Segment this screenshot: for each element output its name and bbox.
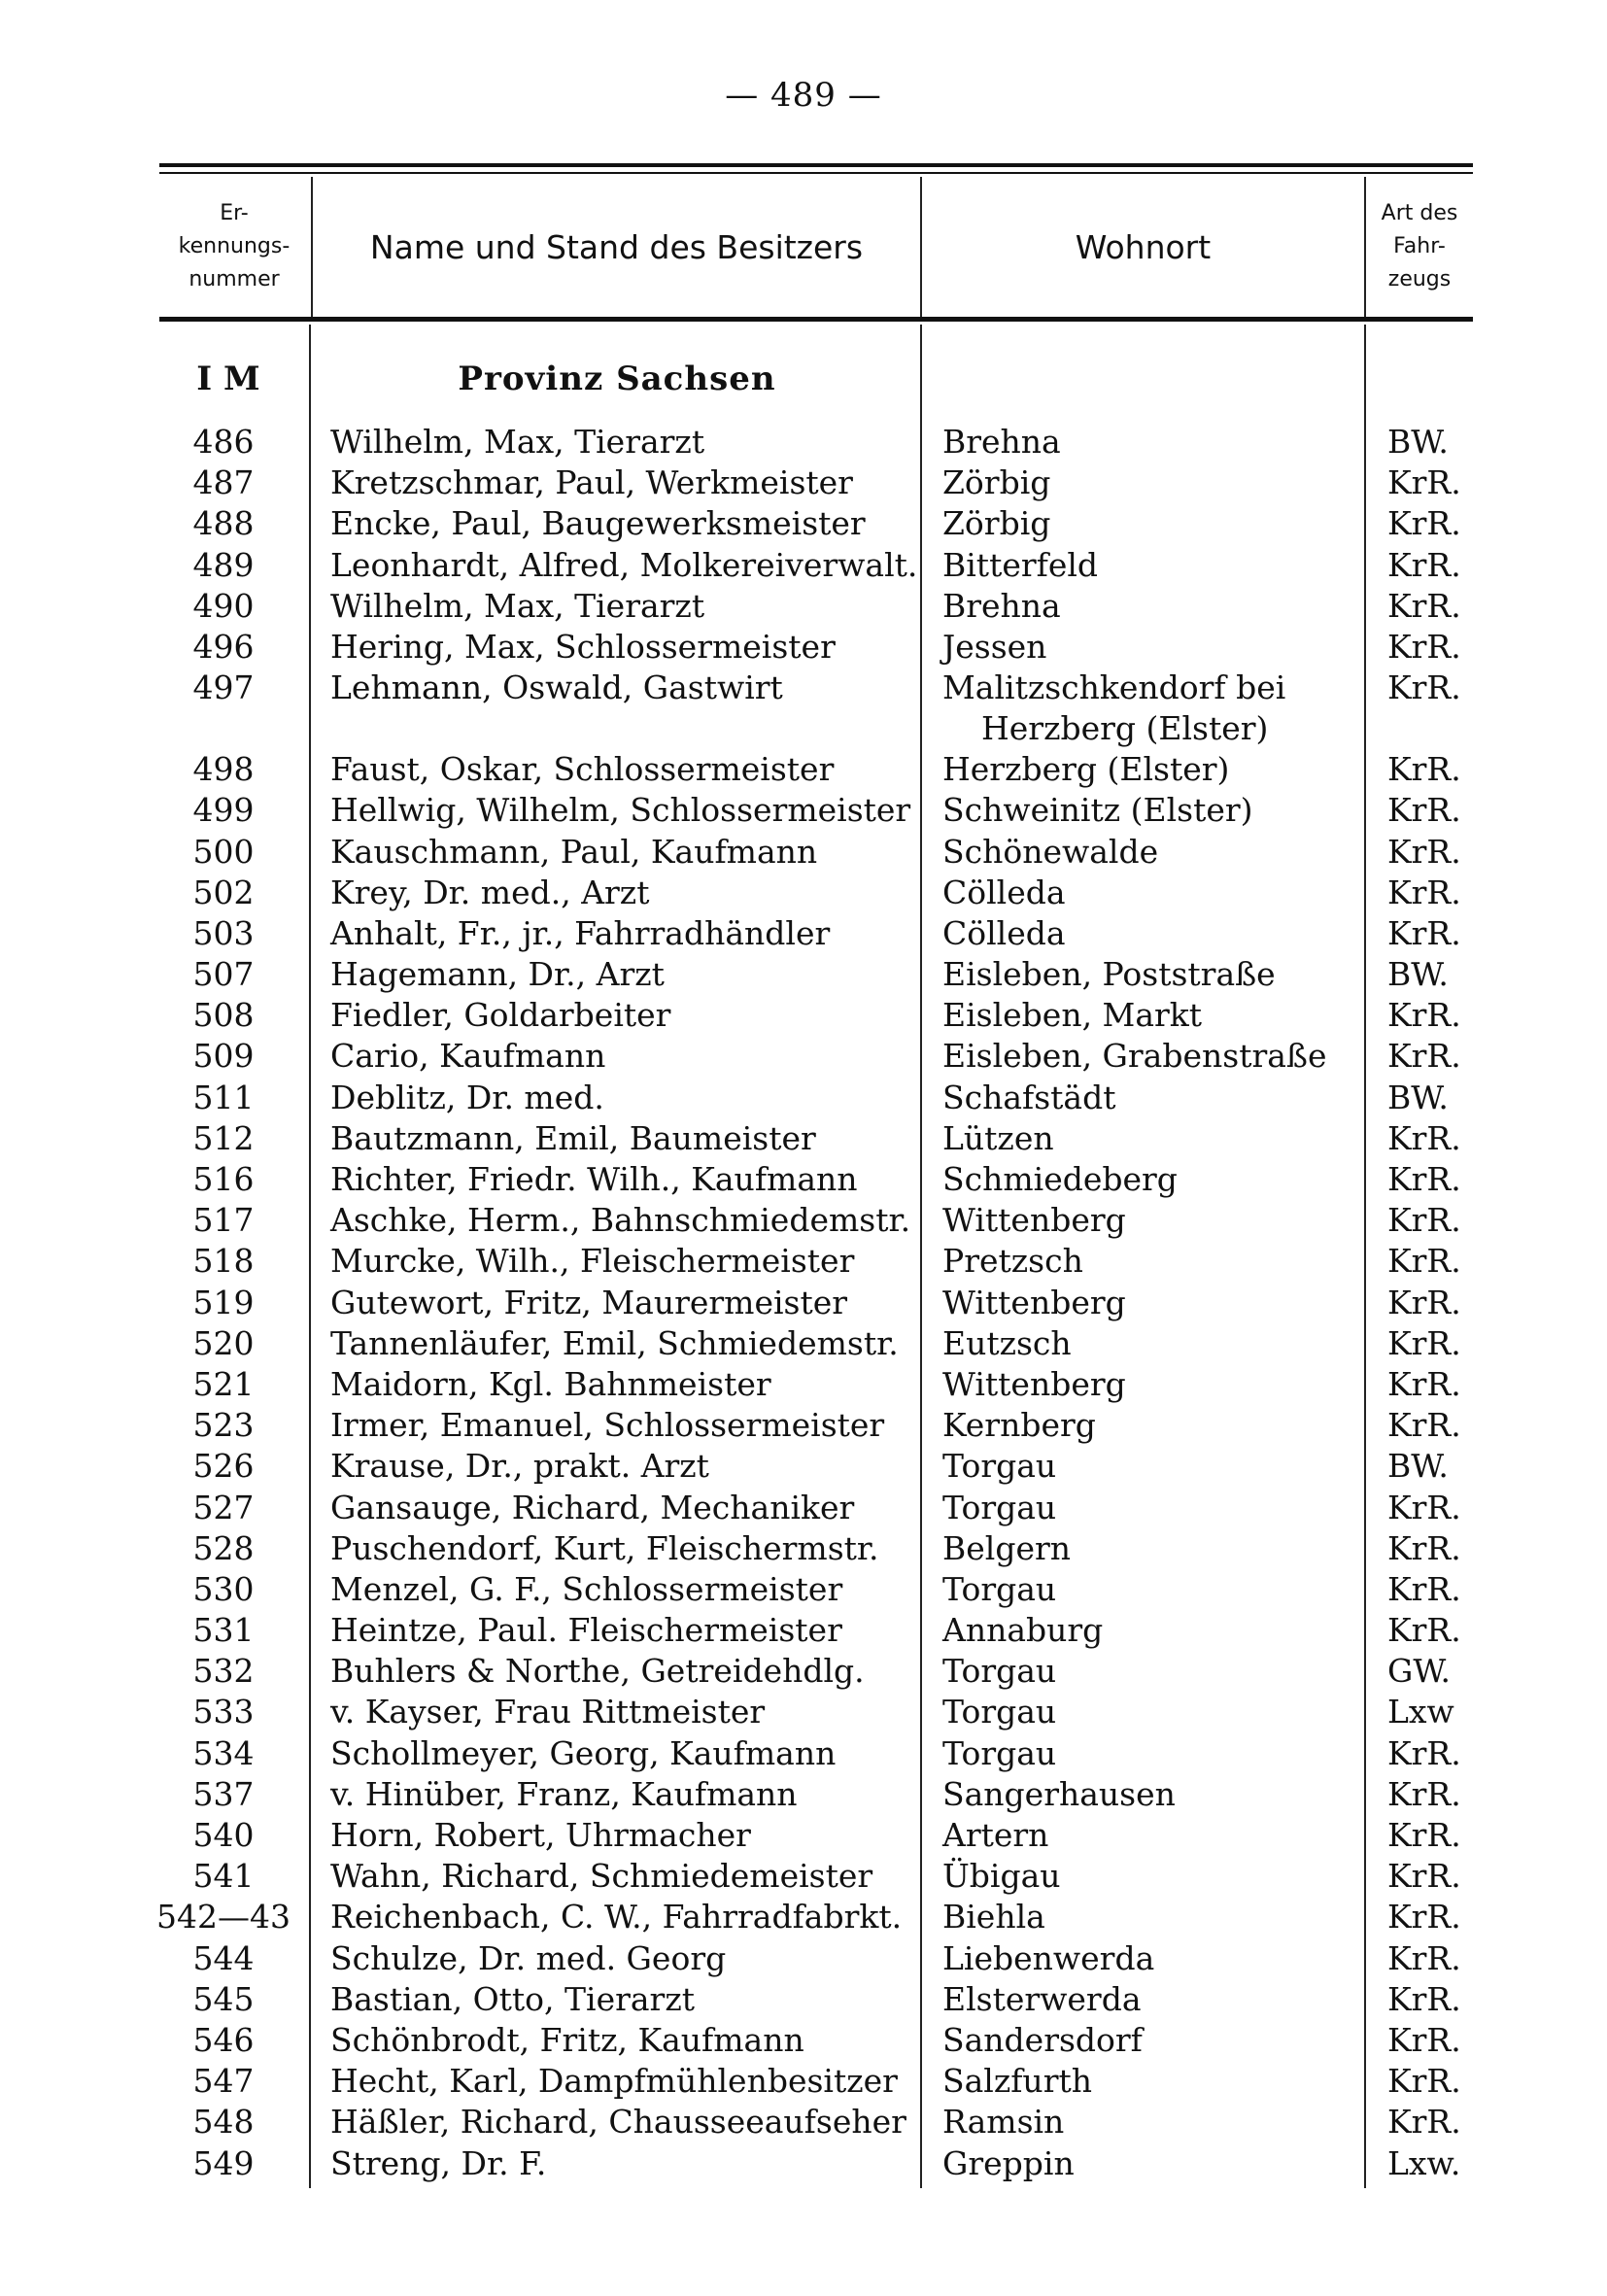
residence xyxy=(942,1856,1351,1897)
registration-number: 542—43 xyxy=(156,1898,291,1936)
table-row xyxy=(0,790,1607,831)
registration-number: 534 xyxy=(192,1733,255,1772)
vehicle-type: KrR. xyxy=(1387,1283,1461,1321)
table-row xyxy=(0,1774,1607,1815)
owner-name: Lehmann, Oswald, Gastwirt xyxy=(330,668,783,707)
residence xyxy=(942,422,1351,463)
table-row xyxy=(0,913,1607,954)
owner-name: v. Kayser, Frau Rittmeister xyxy=(330,1693,766,1731)
owner-name: Reichenbach, C. W., Fahrradfabrkt. xyxy=(330,1898,903,1936)
residence xyxy=(942,1283,1351,1323)
residence-line: Eisleben, Grabenstraße xyxy=(942,1037,1327,1076)
registration-number: 498 xyxy=(192,750,255,789)
owner-name: Häßler, Richard, Chausseeaufseher xyxy=(330,2103,906,2142)
owner-name: Faust, Oskar, Schlossermeister xyxy=(330,750,835,789)
registration-number: 521 xyxy=(192,1364,255,1403)
registration-number: 517 xyxy=(192,1201,255,1240)
vehicle-type: KrR. xyxy=(1387,1938,1461,1977)
residence xyxy=(942,1651,1351,1692)
residence xyxy=(942,1078,1351,1118)
residence-line: Torgau xyxy=(942,1569,1057,1608)
residence xyxy=(942,995,1351,1036)
vehicle-type: KrR. xyxy=(1387,1979,1461,2018)
registration-number: 523 xyxy=(192,1406,255,1445)
owner-name: Hagemann, Dr., Arzt xyxy=(330,955,665,994)
residence-line: Herzberg (Elster) xyxy=(942,750,1230,789)
residence xyxy=(942,1200,1351,1241)
registration-number: 528 xyxy=(192,1528,255,1567)
table-row xyxy=(0,2102,1607,2142)
registration-number: 502 xyxy=(192,873,255,911)
owner-name: Heintze, Paul. Fleischermeister xyxy=(330,1611,842,1650)
table-row xyxy=(0,1651,1607,1692)
residence-line: Zörbig xyxy=(942,504,1051,543)
residence xyxy=(942,913,1351,954)
registration-number: 487 xyxy=(192,463,255,502)
residence xyxy=(942,668,1351,749)
table-row xyxy=(0,832,1607,873)
registration-number: 512 xyxy=(192,1118,255,1157)
residence xyxy=(942,749,1351,790)
owner-name: Irmer, Emanuel, Schlossermeister xyxy=(330,1406,885,1445)
owner-name: Kretzschmar, Paul, Werkmeister xyxy=(330,463,853,502)
registry-table xyxy=(0,422,1607,2184)
residence xyxy=(942,1528,1351,1569)
owner-name: Gutewort, Fritz, Maurermeister xyxy=(330,1283,848,1321)
table-row xyxy=(0,1569,1607,1610)
header-type: Art des Fahr- zeugs xyxy=(1381,201,1458,291)
table-row xyxy=(0,1446,1607,1487)
registration-number: 496 xyxy=(192,627,255,666)
residence-line: Kernberg xyxy=(942,1406,1096,1445)
residence xyxy=(942,586,1351,627)
vehicle-type: KrR. xyxy=(1387,1816,1461,1854)
top-rule xyxy=(159,163,1473,167)
owner-name: Richter, Friedr. Wilh., Kaufmann xyxy=(330,1160,858,1198)
registration-number: 541 xyxy=(192,1857,255,1896)
owner-name: Leonhardt, Alfred, Molkereiverwalt. xyxy=(330,545,918,584)
owner-name: Bautzmann, Emil, Baumeister xyxy=(330,1118,816,1157)
residence xyxy=(942,954,1351,995)
owner-name: Schönbrodt, Fritz, Kaufmann xyxy=(330,2020,804,2059)
owner-name: Krause, Dr., prakt. Arzt xyxy=(330,1447,709,1486)
table-row xyxy=(0,1364,1607,1405)
vehicle-type: KrR. xyxy=(1387,1406,1461,1445)
vehicle-type: KrR. xyxy=(1387,586,1461,625)
table-row xyxy=(0,1856,1607,1897)
header-place: Wohnort xyxy=(1075,227,1212,266)
vehicle-type: KrR. xyxy=(1387,832,1461,871)
residence xyxy=(942,2020,1351,2061)
vehicle-type: KrR. xyxy=(1387,668,1461,707)
vehicle-type: KrR. xyxy=(1387,1364,1461,1403)
vehicle-type: KrR. xyxy=(1387,2020,1461,2059)
registration-number: 546 xyxy=(192,2020,255,2059)
residence-line: Ramsin xyxy=(942,2103,1065,2142)
registration-number: 518 xyxy=(192,1242,255,1281)
owner-name: Menzel, G. F., Schlossermeister xyxy=(330,1569,843,1608)
vehicle-type: KrR. xyxy=(1387,545,1461,584)
vehicle-type: BW. xyxy=(1387,423,1449,461)
owner-name: Deblitz, Dr. med. xyxy=(330,1078,604,1116)
residence xyxy=(942,1610,1351,1651)
registration-number: 520 xyxy=(192,1323,255,1362)
owner-name: Puschendorf, Kurt, Fleischermstr. xyxy=(330,1528,879,1567)
residence-line-2: Herzberg (Elster) xyxy=(981,709,1269,748)
owner-name: Kauschmann, Paul, Kaufmann xyxy=(330,832,818,871)
residence xyxy=(942,790,1351,831)
vehicle-type: BW. xyxy=(1387,955,1449,994)
owner-name: Buhlers & Northe, Getreidehdlg. xyxy=(330,1652,865,1691)
residence xyxy=(942,1815,1351,1856)
vehicle-type: KrR. xyxy=(1387,2103,1461,2142)
vehicle-type: KrR. xyxy=(1387,996,1461,1035)
residence xyxy=(942,1405,1351,1446)
registration-number: 548 xyxy=(192,2103,255,2142)
table-row xyxy=(0,2061,1607,2102)
owner-name: Encke, Paul, Baugewerksmeister xyxy=(330,504,866,543)
table-row xyxy=(0,545,1607,586)
residence-line: Torgau xyxy=(942,1488,1057,1526)
table-row xyxy=(0,1897,1607,1937)
vehicle-type: BW. xyxy=(1387,1078,1449,1116)
table-row xyxy=(0,873,1607,913)
vehicle-type: KrR. xyxy=(1387,1774,1461,1813)
residence-line: Annaburg xyxy=(942,1611,1104,1650)
table-row xyxy=(0,1938,1607,1979)
residence xyxy=(942,463,1351,503)
residence xyxy=(942,1774,1351,1815)
registration-number: 527 xyxy=(192,1488,255,1526)
vehicle-type: KrR. xyxy=(1387,1323,1461,1362)
residence xyxy=(942,1364,1351,1405)
owner-name: Hellwig, Wilhelm, Schlossermeister xyxy=(330,791,911,830)
residence-line: Biehla xyxy=(942,1898,1045,1936)
table-row xyxy=(0,463,1607,503)
vehicle-type: KrR. xyxy=(1387,1528,1461,1567)
vehicle-type: KrR. xyxy=(1387,463,1461,502)
owner-name: Murcke, Wilh., Fleischermeister xyxy=(330,1242,855,1281)
registration-number: 545 xyxy=(192,1979,255,2018)
registration-number: 500 xyxy=(192,832,255,871)
residence-line: Eisleben, Poststraße xyxy=(942,955,1276,994)
vehicle-type: KrR. xyxy=(1387,750,1461,789)
registration-number: 516 xyxy=(192,1160,255,1198)
owner-name: Schollmeyer, Georg, Kaufmann xyxy=(330,1733,837,1772)
vehicle-type: KrR. xyxy=(1387,1611,1461,1650)
vehicle-type: KrR. xyxy=(1387,1569,1461,1608)
owner-name: Aschke, Herm., Bahnschmiedemstr. xyxy=(330,1201,911,1240)
table-row xyxy=(0,954,1607,995)
residence-line: Salzfurth xyxy=(942,2062,1092,2101)
registration-number: 540 xyxy=(192,1816,255,1854)
residence-line: Greppin xyxy=(942,2143,1075,2182)
residence-line: Eutzsch xyxy=(942,1323,1072,1362)
vehicle-type: KrR. xyxy=(1387,504,1461,543)
residence xyxy=(942,1241,1351,1282)
vehicle-type: KrR. xyxy=(1387,1160,1461,1198)
table-row xyxy=(0,749,1607,790)
owner-name: v. Hinüber, Franz, Kaufmann xyxy=(330,1774,798,1813)
table-row xyxy=(0,1283,1607,1323)
residence xyxy=(942,1036,1351,1077)
table-row xyxy=(0,586,1607,627)
registration-number: 507 xyxy=(192,955,255,994)
residence-line: Eisleben, Markt xyxy=(942,996,1203,1035)
residence-line: Artern xyxy=(942,1816,1049,1854)
owner-name: Tannenläufer, Emil, Schmiedemstr. xyxy=(330,1323,899,1362)
vehicle-type: KrR. xyxy=(1387,1118,1461,1157)
residence xyxy=(942,2102,1351,2142)
vehicle-type: KrR. xyxy=(1387,1857,1461,1896)
table-row xyxy=(0,1200,1607,1241)
residence-line: Wittenberg xyxy=(942,1201,1126,1240)
residence-line: Elsterwerda xyxy=(942,1979,1142,2018)
residence xyxy=(942,1979,1351,2020)
table-row xyxy=(0,1528,1607,1569)
owner-name: Streng, Dr. F. xyxy=(330,2143,547,2182)
residence-line: Malitzschkendorf bei xyxy=(942,668,1286,707)
residence-line: Sandersdorf xyxy=(942,2020,1143,2059)
vehicle-type: KrR. xyxy=(1387,2062,1461,2101)
residence xyxy=(942,1692,1351,1732)
residence xyxy=(942,873,1351,913)
owner-name: Wilhelm, Max, Tierarzt xyxy=(330,586,705,625)
owner-name: Wilhelm, Max, Tierarzt xyxy=(330,423,705,461)
vehicle-type: KrR. xyxy=(1387,1733,1461,1772)
residence-line: Zörbig xyxy=(942,463,1051,502)
registration-number: 530 xyxy=(192,1569,255,1608)
section-code: I M xyxy=(196,360,260,398)
residence xyxy=(942,832,1351,873)
vehicle-type: KrR. xyxy=(1387,1898,1461,1936)
residence-line: Bitterfeld xyxy=(942,545,1099,584)
residence xyxy=(942,1938,1351,1979)
residence-line: Brehna xyxy=(942,586,1061,625)
residence-line: Torgau xyxy=(942,1652,1057,1691)
table-row xyxy=(0,1405,1607,1446)
registration-number: 499 xyxy=(192,791,255,830)
registration-number: 544 xyxy=(192,1938,255,1977)
vehicle-type: Lxw xyxy=(1387,1693,1454,1731)
residence-line: Wittenberg xyxy=(942,1364,1126,1403)
table-row xyxy=(0,627,1607,668)
registration-number: 547 xyxy=(192,2062,255,2101)
registration-number: 489 xyxy=(192,545,255,584)
owner-name: Anhalt, Fr., jr., Fahrradhändler xyxy=(330,913,831,952)
table-row xyxy=(0,1692,1607,1732)
residence-line: Cölleda xyxy=(942,873,1066,911)
table-row xyxy=(0,1323,1607,1364)
residence xyxy=(942,503,1351,544)
residence xyxy=(942,545,1351,586)
table-row xyxy=(0,1733,1607,1774)
registration-number: 509 xyxy=(192,1037,255,1076)
table-row xyxy=(0,1078,1607,1118)
registration-number: 526 xyxy=(192,1447,255,1486)
vehicle-type: KrR. xyxy=(1387,791,1461,830)
header-rule xyxy=(159,317,1473,322)
table-row xyxy=(0,1118,1607,1159)
residence xyxy=(942,627,1351,668)
table-row xyxy=(0,422,1607,463)
residence-line: Sangerhausen xyxy=(942,1774,1176,1813)
residence xyxy=(942,1569,1351,1610)
residence-line: Jessen xyxy=(942,627,1047,666)
vehicle-type: GW. xyxy=(1387,1652,1452,1691)
residence-line: Schmiedeberg xyxy=(942,1160,1178,1198)
residence xyxy=(942,1488,1351,1528)
owner-name: Wahn, Richard, Schmiedemeister xyxy=(330,1857,873,1896)
vehicle-type: KrR. xyxy=(1387,627,1461,666)
owner-name: Maidorn, Kgl. Bahnmeister xyxy=(330,1364,771,1403)
table-row xyxy=(0,668,1607,749)
table-row xyxy=(0,995,1607,1036)
registration-number: 532 xyxy=(192,1652,255,1691)
table-row xyxy=(0,2020,1607,2061)
residence-line: Cölleda xyxy=(942,913,1066,952)
residence-line: Übigau xyxy=(942,1857,1061,1896)
page-number: — 489 — xyxy=(725,76,882,115)
registration-number: 537 xyxy=(192,1774,255,1813)
residence-line: Schafstädt xyxy=(942,1078,1116,1116)
registration-number: 511 xyxy=(192,1078,255,1116)
owner-name: Bastian, Otto, Tierarzt xyxy=(330,1979,695,2018)
residence xyxy=(942,1323,1351,1364)
table-row xyxy=(0,1036,1607,1077)
vehicle-type: Lxw. xyxy=(1387,2143,1461,2182)
residence xyxy=(942,1159,1351,1200)
vehicle-type: KrR. xyxy=(1387,873,1461,911)
residence xyxy=(942,1897,1351,1937)
vehicle-type: BW. xyxy=(1387,1447,1449,1486)
residence-line: Schönewalde xyxy=(942,832,1159,871)
registration-number: 488 xyxy=(192,504,255,543)
registration-number: 533 xyxy=(192,1693,255,1731)
residence-line: Pretzsch xyxy=(942,1242,1083,1281)
top-rule-thin xyxy=(159,172,1473,174)
vehicle-type: KrR. xyxy=(1387,913,1461,952)
table-row xyxy=(0,503,1607,544)
residence-line: Torgau xyxy=(942,1447,1057,1486)
table-row xyxy=(0,1979,1607,2020)
table-row xyxy=(0,1159,1607,1200)
owner-name: Gansauge, Richard, Mechaniker xyxy=(330,1488,855,1526)
registration-number: 531 xyxy=(192,1611,255,1650)
residence xyxy=(942,1118,1351,1159)
residence-line: Wittenberg xyxy=(942,1283,1126,1321)
section-title: Provinz Sachsen xyxy=(458,360,776,398)
residence xyxy=(942,1446,1351,1487)
residence-line: Schweinitz (Elster) xyxy=(942,791,1253,830)
residence-line: Belgern xyxy=(942,1528,1072,1567)
residence-line: Torgau xyxy=(942,1693,1057,1731)
owner-name: Schulze, Dr. med. Georg xyxy=(330,1938,727,1977)
registration-number: 497 xyxy=(192,668,255,707)
vehicle-type: KrR. xyxy=(1387,1037,1461,1076)
table-row xyxy=(0,1610,1607,1651)
owner-name: Hecht, Karl, Dampfmühlenbesitzer xyxy=(330,2062,898,2101)
table-row xyxy=(0,1488,1607,1528)
registration-number: 486 xyxy=(192,423,255,461)
registration-number: 490 xyxy=(192,586,255,625)
residence xyxy=(942,2061,1351,2102)
residence-line: Lützen xyxy=(942,1118,1054,1157)
owner-name: Fiedler, Goldarbeiter xyxy=(330,996,671,1035)
vehicle-type: KrR. xyxy=(1387,1201,1461,1240)
vehicle-type: KrR. xyxy=(1387,1242,1461,1281)
registration-number: 503 xyxy=(192,913,255,952)
registration-number: 508 xyxy=(192,996,255,1035)
residence-line: Torgau xyxy=(942,1733,1057,1772)
registration-number: 549 xyxy=(192,2143,255,2182)
owner-name: Hering, Max, Schlossermeister xyxy=(330,627,836,666)
table-row xyxy=(0,2143,1607,2184)
residence-line: Brehna xyxy=(942,423,1061,461)
owner-name: Cario, Kaufmann xyxy=(330,1037,606,1076)
owner-name: Krey, Dr. med., Arzt xyxy=(330,873,650,911)
header-number: Er- kennungs- nummer xyxy=(178,201,291,291)
residence xyxy=(942,1733,1351,1774)
registration-number: 519 xyxy=(192,1283,255,1321)
header-name: Name und Stand des Besitzers xyxy=(369,227,864,266)
owner-name: Horn, Robert, Uhrmacher xyxy=(330,1816,751,1854)
residence xyxy=(942,2143,1351,2184)
table-row xyxy=(0,1815,1607,1856)
residence-line: Liebenwerda xyxy=(942,1938,1155,1977)
vehicle-type: KrR. xyxy=(1387,1488,1461,1526)
table-row xyxy=(0,1241,1607,1282)
